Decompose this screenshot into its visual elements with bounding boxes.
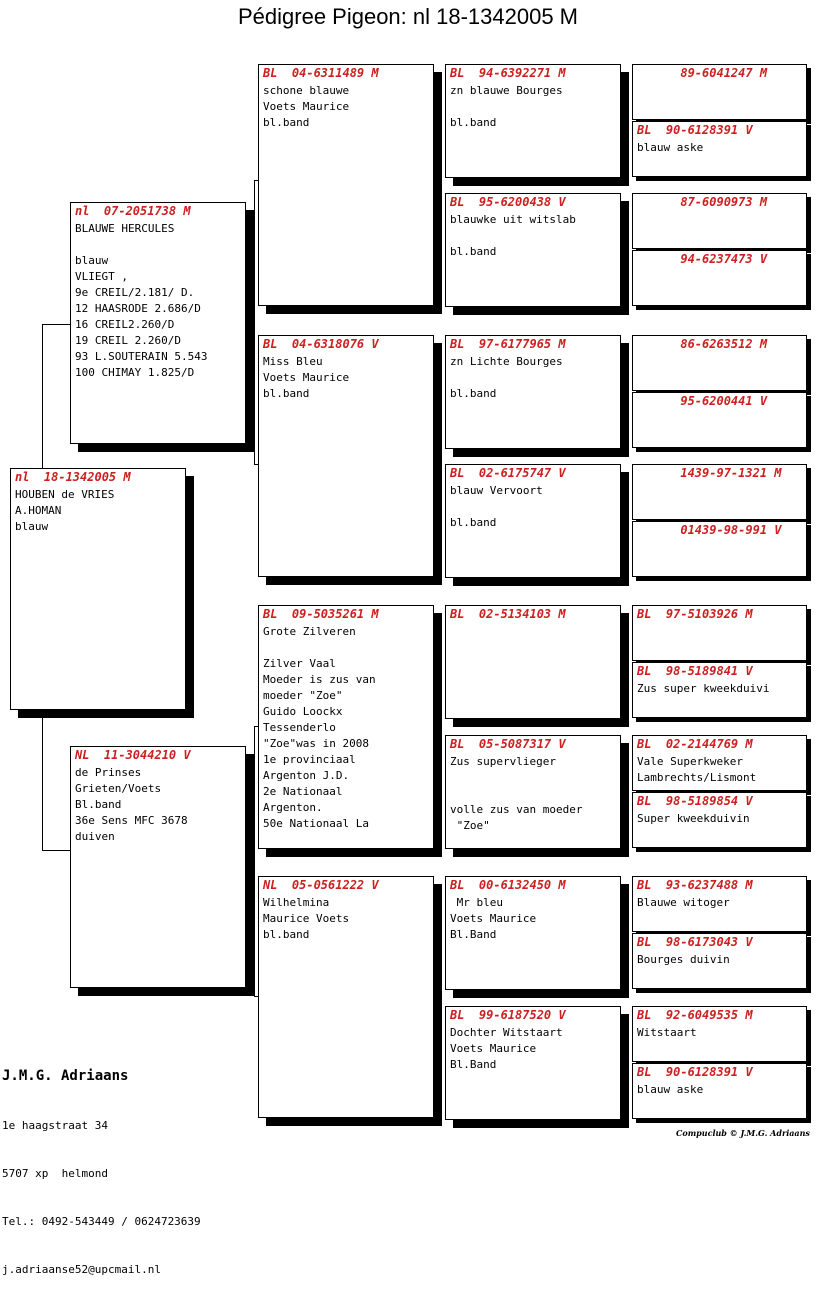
ancestor-card[interactable]	[632, 64, 807, 120]
pigeon-details: schone blauwe Voets Maurice bl.band	[263, 84, 350, 129]
connector	[628, 1036, 629, 1086]
connector	[628, 636, 629, 686]
connector	[440, 930, 441, 1060]
ring-number: BL 00-6132450 M	[450, 878, 566, 892]
ring-number: BL 02-2144769 M	[637, 737, 753, 751]
ring-number: BL 02-6175747 V	[450, 466, 566, 480]
ring-number: NL 05-0561222 V	[263, 878, 379, 892]
grandparent-card[interactable]	[258, 335, 434, 577]
pigeon-details: Vale Superkweker Lambrechts/Lismont	[637, 755, 757, 784]
connector	[628, 494, 629, 544]
connector	[628, 224, 629, 274]
ring-number: BL 90-6128391 V	[637, 123, 753, 137]
ancestor-card[interactable]	[632, 735, 807, 791]
ancestor-card[interactable]	[632, 1063, 807, 1119]
connector	[628, 96, 629, 146]
connector	[42, 850, 70, 851]
pigeon-details: BLAUWE HERCULES blauw VLIEGT , 9e CREIL/2.181/ D. 12 HAASRODE 2.686/D 16 CREIL2.260/D 19 CREIL 2.260/D 93 L.SOUTERAIN 5.543 100 CHIMAY 1.825/D	[75, 222, 208, 379]
ring-number: BL 98-5189841 V	[637, 664, 753, 678]
ring-number: BL 90-6128391 V	[637, 1065, 753, 1079]
pigeon-details: Zus super kweekduivi	[637, 682, 770, 695]
pigeon-details	[633, 81, 806, 83]
pigeon-details: Miss Bleu Voets Maurice bl.band	[263, 355, 350, 400]
grandparent-card[interactable]	[258, 64, 434, 306]
ring-number: 01439-98-991 V	[637, 523, 782, 537]
connector	[42, 324, 70, 325]
ancestor-card[interactable]	[632, 662, 807, 718]
connector	[628, 906, 629, 956]
ring-number: BL 99-6187520 V	[450, 1008, 566, 1022]
pigeon-details: zn blauwe Bourges bl.band	[450, 84, 563, 129]
ancestor-card[interactable]	[632, 521, 807, 577]
page-title: Pédigree Pigeon: nl 18-1342005 M	[237, 4, 579, 29]
ancestor-card[interactable]	[632, 250, 807, 306]
ancestor-card[interactable]	[632, 792, 807, 848]
connector	[42, 708, 43, 850]
pigeon-details: Grote Zilveren Zilver Vaal Moeder is zus van moeder "Zoe" Guido Loockx Tessenderlo "Zoe"was in 2008 1e provinciaal Argenton J.D. 2e Nationaal Argenton. 50e Nationaal La	[263, 625, 376, 830]
footer-credit: Compuclub © J.M.G. Adriaans	[676, 1128, 810, 1138]
ring-number: BL 98-5189854 V	[637, 794, 753, 808]
ring-number: BL 93-6237488 M	[637, 878, 753, 892]
great-grandparent-card[interactable]	[445, 876, 621, 990]
ring-number: nl 07-2051738 M	[75, 204, 191, 218]
owner-name: J.M.G. Adriaans	[2, 1068, 129, 1084]
great-grandparent-card[interactable]	[445, 64, 621, 178]
pigeon-details: zn Lichte Bourges bl.band	[450, 355, 563, 400]
pigeon-details	[633, 481, 806, 483]
ring-number: 87-6090973 M	[637, 195, 768, 209]
connector	[440, 660, 441, 790]
ring-number: BL 05-5087317 V	[450, 737, 566, 751]
great-grandparent-card[interactable]	[445, 605, 621, 719]
pigeon-details: Zus supervlieger volle zus van moeder "Zoe"	[450, 755, 583, 832]
ring-number: BL 09-5035261 M	[263, 607, 379, 621]
pigeon-details: Dochter Witstaart Voets Maurice Bl.Band	[450, 1026, 563, 1071]
ring-number: BL 95-6200438 V	[450, 195, 566, 209]
ancestor-card[interactable]	[632, 121, 807, 177]
ring-number: 86-6263512 M	[637, 337, 768, 351]
connector	[440, 120, 441, 250]
pigeon-details: Wilhelmina Maurice Voets bl.band	[263, 896, 350, 941]
ring-number: BL 04-6311489 M	[263, 66, 379, 80]
ancestor-card[interactable]	[632, 335, 807, 391]
pigeon-details: Blauwe witoger	[637, 896, 730, 909]
connector	[628, 366, 629, 416]
pigeon-details	[633, 210, 806, 212]
pigeon-details: Bourges duivin	[637, 953, 730, 966]
owner-info	[2, 1034, 201, 1294]
connector	[628, 766, 629, 816]
ring-number: 89-6041247 M	[637, 66, 768, 80]
pigeon-details	[633, 267, 806, 269]
ancestor-card[interactable]	[632, 1006, 807, 1062]
ring-number: nl 18-1342005 M	[15, 470, 131, 484]
owner-address: 1e haagstraat 34	[2, 1119, 108, 1132]
ring-number: 94-6237473 V	[637, 252, 768, 266]
ring-number: BL 97-5103926 M	[637, 607, 753, 621]
connector	[440, 390, 441, 520]
pigeon-details: HOUBEN de VRIES A.HOMAN blauw	[15, 488, 115, 533]
ring-number: NL 11-3044210 V	[75, 748, 191, 762]
grandparent-card[interactable]	[258, 876, 434, 1118]
great-grandparent-card[interactable]	[445, 735, 621, 849]
ancestor-card[interactable]	[632, 464, 807, 520]
ring-number: BL 94-6392271 M	[450, 66, 566, 80]
owner-city: 5707 xp helmond	[2, 1167, 108, 1180]
connector	[254, 726, 255, 996]
pigeon-details: Super kweekduivin	[637, 812, 750, 825]
ring-number: BL 04-6318076 V	[263, 337, 379, 351]
owner-email[interactable]: j.adriaanse52@upcmail.nl	[2, 1263, 161, 1276]
ancestor-card[interactable]	[632, 392, 807, 448]
ancestor-card[interactable]	[632, 876, 807, 932]
ring-number: BL 97-6177965 M	[450, 337, 566, 351]
pigeon-details: Witstaart	[637, 1026, 697, 1039]
ancestor-card[interactable]	[632, 193, 807, 249]
pigeon-details: blauw Vervoort bl.band	[450, 484, 543, 529]
great-grandparent-card[interactable]	[445, 193, 621, 307]
great-grandparent-card[interactable]	[445, 464, 621, 578]
ring-number: 1439-97-1321 M	[637, 466, 782, 480]
pigeon-details	[633, 622, 806, 624]
pigeon-details: blauwke uit witslab bl.band	[450, 213, 576, 258]
connector	[42, 324, 43, 470]
ring-number: BL 92-6049535 M	[637, 1008, 753, 1022]
ring-number: BL 98-6173043 V	[637, 935, 753, 949]
ring-number: BL 02-5134103 M	[450, 607, 566, 621]
pigeon-details	[633, 352, 806, 354]
great-grandparent-card[interactable]	[445, 335, 621, 449]
ring-number: 95-6200441 V	[637, 394, 768, 408]
pigeon-details	[633, 409, 806, 411]
pigeon-details: blauw aske	[637, 1083, 704, 1096]
pigeon-details	[633, 538, 806, 540]
owner-phone: Tel.: 0492-543449 / 0624723639	[2, 1215, 201, 1228]
ancestor-card[interactable]	[632, 933, 807, 989]
pigeon-details: Mr bleu Voets Maurice Bl.Band	[450, 896, 537, 941]
sire-card[interactable]	[70, 202, 246, 444]
ancestor-card[interactable]	[632, 605, 807, 661]
pigeon-details	[446, 622, 620, 624]
subject-card[interactable]	[10, 468, 186, 710]
pigeon-details: de Prinses Grieten/Voets Bl.band 36e Sens MFC 3678 duiven	[75, 766, 188, 843]
great-grandparent-card[interactable]	[445, 1006, 621, 1120]
pigeon-details: blauw aske	[637, 141, 704, 154]
dam-card[interactable]	[70, 746, 246, 988]
grandparent-card[interactable]	[258, 605, 434, 849]
connector	[254, 180, 255, 464]
